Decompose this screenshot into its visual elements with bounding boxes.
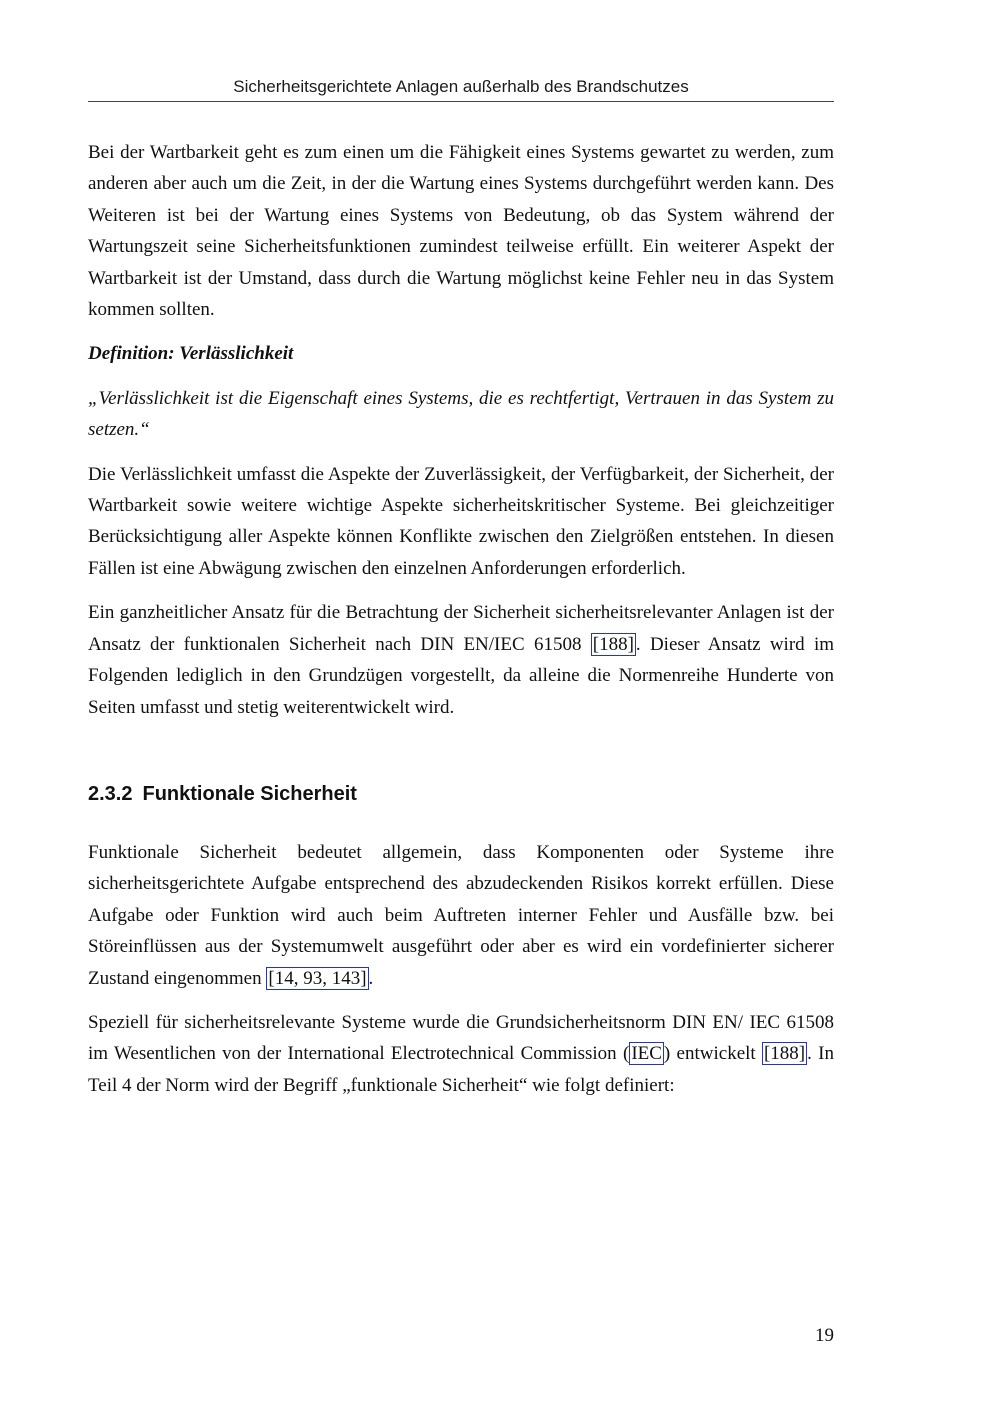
glossary-link-iec[interactable]: IEC	[631, 1043, 662, 1065]
paragraph-wartbarkeit: Bei der Wartbarkeit geht es zum einen um die Fähigkeit eines Systems gewartet zu werden, zum anderen aber auch um die Zeit, in der die Wartung eines Systems durchgeführt werden kann. Des Weiteren ist bei der Wartung eines Systems von Bedeutung, ob das System während der Wartungszeit seine Sicherheitsfunktionen zumindest teilweise erfüllt. Ein weiterer Aspekt der Wartbarkeit ist der Umstand, dass durch die Wartung möglichst keine Fehler neu in das System kommen sollten.	[88, 142, 834, 321]
citation-link-14[interactable]: 14	[274, 967, 294, 989]
section-number: 2.3.2	[88, 782, 133, 805]
section-title: Funktionale Sicherheit	[142, 782, 357, 805]
citation-separator: ,	[322, 967, 332, 989]
fs-text-end: .	[368, 967, 374, 989]
norm-text-end: . In Teil 4 der Norm wird der Begriff „funktionale Sicherheit“ wie folgt definiert:	[88, 1043, 835, 1096]
paragraph-ansatz	[88, 597, 834, 723]
citation-link-143[interactable]: 143	[331, 967, 361, 989]
header-rule	[88, 101, 834, 102]
norm-text-middle: ) entwickelt	[663, 1043, 762, 1065]
body-text	[88, 137, 834, 1101]
paragraph-norm	[88, 1007, 834, 1101]
definition-title: Definition: Verlässlichkeit	[88, 343, 294, 365]
ansatz-text-start: Ein ganzheitlicher Ansatz für die Betrachtung der Sicherheit sicherheitsrelevanter Anlagen ist der Ansatz der funktionalen Sicherheit nach DIN EN/IEC 61508	[88, 602, 834, 655]
citation-link-188-second[interactable]: [188]	[763, 1043, 806, 1065]
ansatz-text-end: . Dieser Ansatz wird im Folgenden lediglich in den Grundzügen vorgestellt, da alleine die Normenreihe Hunderte von Seiten umfasst und stetig weiterentwickelt wird.	[88, 633, 834, 718]
fs-text: Funktionale Sicherheit bedeutet allgemein, dass Komponenten oder Systeme ihre sicherheitsgerichtete Aufgabe entsprechend des abzudeckenden Risikos korrekt erfüllen. Diese Aufgabe oder Funktion wird auch beim Auftreten interner Fehler und Ausfälle bzw. bei Störeinflüssen aus der Systemumwelt ausgeführt oder aber es wird ein vordefinierter sicherer Zustand eingenommen	[88, 841, 834, 989]
document-page	[88, 0, 834, 1414]
norm-text-start: Speziell für sicherheitsrelevante Systeme wurde die Grundsicherheitsnorm DIN EN/ IEC 61508 im Wesentlichen von der International Electrotechnical Commission (	[88, 1011, 834, 1065]
citation-link-group[interactable]	[266, 967, 368, 990]
paragraph-funktionale-sicherheit	[88, 837, 834, 994]
paragraph-verlaesslichkeit: Die Verlässlichkeit umfasst die Aspekte der Zuverlässigkeit, der Verfügbarkeit, der Sicherheit, der Wartbarkeit sowie weitere wichtige Aspekte sicherheitskritischer Systeme. Bei gleichzeitiger Berücksichtigung aller Aspekte können Konflikte zwischen den Zielgrößen entstehen. In diesen Fällen ist eine Abwägung zwischen den einzelnen Anforderungen erforderlich.	[88, 463, 834, 579]
citation-link-188[interactable]: [188]	[592, 633, 634, 655]
citation-bracket-close: ]	[360, 967, 367, 989]
definition-quote: „Verlässlichkeit ist die Eigenschaft eines Systems, die es rechtfertigt, Vertrauen in das System zu setzen.“	[88, 387, 834, 441]
citation-bracket-open: [	[268, 967, 275, 989]
citation-separator: ,	[293, 967, 304, 989]
section-heading	[88, 779, 834, 809]
citation-link-93[interactable]: 93	[303, 967, 323, 989]
page-number: 19	[815, 1325, 834, 1346]
running-header: Sicherheitsgerichtete Anlagen außerhalb des Brandschutzes	[233, 77, 689, 96]
